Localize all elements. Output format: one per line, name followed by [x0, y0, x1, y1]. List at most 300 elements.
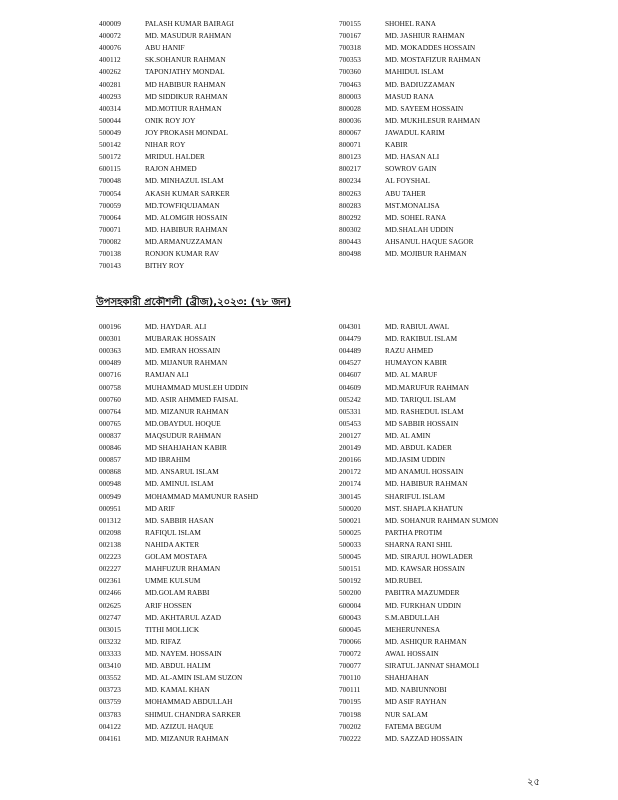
list-row	[339, 382, 498, 394]
roll-number: 700195	[339, 697, 361, 707]
list-row	[339, 515, 498, 527]
list-row	[339, 248, 481, 260]
candidate-name: SHIMUL CHANDRA SARKER	[145, 709, 241, 719]
candidate-name: MD. RAKIBUL ISLAM	[385, 334, 458, 344]
list-row	[339, 660, 498, 672]
roll-number: 400112	[99, 55, 121, 65]
roll-number: 700360	[339, 67, 361, 77]
roll-number: 800283	[339, 200, 361, 210]
roll-number: 005453	[339, 418, 361, 428]
candidate-name: MD. MUKHLESUR RAHMAN	[385, 115, 481, 125]
candidate-name: NAHIDA AKTER	[145, 539, 200, 549]
candidate-name: MD. BADIUZZAMAN	[385, 79, 455, 89]
roll-number: 800028	[339, 103, 361, 113]
list-row	[339, 369, 498, 381]
candidate-name: NUR SALAM	[385, 709, 428, 719]
candidate-name: MD. ABDUL KADER	[385, 443, 452, 453]
list-row	[99, 612, 258, 624]
candidate-name: PARTHA PROTIM	[385, 527, 443, 537]
candidate-name: MD. HASAN ALI	[385, 152, 440, 162]
list-row	[339, 587, 498, 599]
roll-number: 000363	[99, 346, 121, 356]
roll-number: 800036	[339, 115, 361, 125]
list-row	[339, 163, 481, 175]
roll-number: 400293	[99, 91, 121, 101]
list-row	[339, 430, 498, 442]
candidate-name: SHARIFUL ISLAM	[385, 491, 445, 501]
candidate-name: SK.SOHANUR RAHMAN	[145, 55, 226, 65]
roll-number: 500025	[339, 527, 361, 537]
list-row	[339, 30, 481, 42]
candidate-name: MD. MIZANUR RAHMAN	[145, 733, 229, 743]
candidate-name: MD. SABBIR HASAN	[145, 515, 214, 525]
list-row	[339, 600, 498, 612]
roll-number: 700064	[99, 212, 121, 222]
candidate-name: MRIDUL HALDER	[145, 152, 205, 162]
candidate-name: MUBARAK HOSSAIN	[145, 334, 216, 344]
candidate-name: MD. RABIUL AWAL	[385, 322, 450, 331]
list-row	[339, 612, 498, 624]
list-row	[339, 79, 481, 91]
roll-number: 700138	[99, 249, 121, 259]
candidate-name: MST. SHAPLA KHATUN	[385, 503, 463, 513]
candidate-name: MD HABIBUR RAHMAN	[145, 79, 226, 89]
candidate-name: MD SHAHJAHAN KABIR	[145, 443, 227, 453]
roll-number: 200174	[339, 479, 361, 489]
candidate-name: TITHI MOLLICK	[145, 624, 200, 634]
list-row	[339, 115, 481, 127]
list-row	[339, 236, 481, 248]
list-row	[99, 430, 258, 442]
list-row	[339, 563, 498, 575]
candidate-name: MD. KAWSAR HOSSAIN	[385, 564, 465, 574]
list-row	[99, 478, 258, 490]
candidate-name: MD SABBIR HOSSAIN	[385, 418, 459, 428]
roll-number: 800292	[339, 212, 361, 222]
candidate-name: MD. JASHIUR RAHMAN	[385, 31, 465, 41]
candidate-name: FATEMA BEGUM	[385, 721, 442, 731]
section2-right-column	[339, 321, 498, 745]
section1-left-column	[99, 18, 234, 272]
list-row	[99, 394, 258, 406]
candidate-name: RAFIQUL ISLAM	[145, 527, 201, 537]
roll-number: 200127	[339, 430, 361, 440]
section1-right-column	[339, 18, 481, 260]
roll-number: 700072	[339, 648, 361, 658]
roll-number: 500045	[339, 552, 361, 562]
list-row	[339, 551, 498, 563]
roll-number: 004527	[339, 358, 361, 368]
list-row	[99, 357, 258, 369]
candidate-name: RAMJAN ALI	[145, 370, 189, 380]
list-row	[339, 151, 481, 163]
roll-number: 700167	[339, 31, 361, 41]
roll-number: 005242	[339, 394, 361, 404]
list-row	[99, 127, 234, 139]
roll-number: 700222	[339, 733, 361, 743]
roll-number: 002227	[99, 564, 121, 574]
candidate-name: MD.MOTIUR RAHMAN	[145, 103, 222, 113]
list-row	[99, 236, 234, 248]
roll-number: 500151	[339, 564, 361, 574]
candidate-name: MD. FURKHAN UDDIN	[385, 600, 462, 610]
roll-number: 200172	[339, 467, 361, 477]
list-row	[99, 115, 234, 127]
list-row	[339, 127, 481, 139]
roll-number: 003015	[99, 624, 121, 634]
candidate-name: MD. MOJIBUR RAHMAN	[385, 249, 467, 259]
roll-number: 004609	[339, 382, 361, 392]
candidate-name: NIHAR ROY	[145, 140, 186, 150]
candidate-name: PABITRA MAZUMDER	[385, 588, 460, 598]
roll-number: 600043	[339, 612, 361, 622]
candidate-name: MD. AMINUL ISLAM	[145, 479, 214, 489]
roll-number: 300145	[339, 491, 361, 501]
candidate-name: MD ARIF	[145, 503, 175, 513]
candidate-name: BITHY ROY	[145, 261, 185, 271]
list-row	[339, 575, 498, 587]
list-row	[99, 248, 234, 260]
roll-number: 400262	[99, 67, 121, 77]
section2-left-column	[99, 321, 258, 745]
roll-number: 500044	[99, 115, 121, 125]
list-row	[99, 188, 234, 200]
candidate-name: MD. KAMAL KHAN	[145, 685, 210, 695]
roll-number: 500172	[99, 152, 121, 162]
candidate-name: MD. SAYEEM HOSSAIN	[385, 103, 464, 113]
roll-number: 700198	[339, 709, 361, 719]
roll-number: 000868	[99, 467, 121, 477]
candidate-name: MD. ASIR AHMMED FAISAL	[145, 394, 239, 404]
roll-number: 004122	[99, 721, 121, 731]
roll-number: 800302	[339, 224, 361, 234]
roll-number: 700066	[339, 636, 361, 646]
list-row	[339, 636, 498, 648]
list-row	[339, 733, 498, 745]
roll-number: 004479	[339, 334, 361, 344]
candidate-name: MD. HABIBUR RAHMAN	[145, 224, 228, 234]
list-row	[99, 103, 234, 115]
roll-number: 000301	[99, 334, 121, 344]
roll-number: 200166	[339, 455, 361, 465]
candidate-name: MD. AL MARUF	[385, 370, 438, 380]
roll-number: 800123	[339, 152, 361, 162]
candidate-name: MD.JASIM UDDIN	[385, 455, 445, 465]
roll-number: 002747	[99, 612, 121, 622]
list-row	[99, 54, 234, 66]
candidate-name: MD.TOWFIQUIJAMAN	[145, 200, 220, 210]
list-row	[339, 672, 498, 684]
candidate-name: ABU TAHER	[385, 188, 426, 198]
list-row	[99, 551, 258, 563]
candidate-name: MD. AL AMIN	[385, 430, 431, 440]
list-row	[99, 30, 234, 42]
roll-number: 000948	[99, 479, 121, 489]
roll-number: 500021	[339, 515, 361, 525]
list-row	[99, 733, 258, 745]
list-row	[99, 175, 234, 187]
candidate-name: MD SIDDIKUR RAHMAN	[145, 91, 228, 101]
candidate-name: MD. ALOMGIR HOSSAIN	[145, 212, 228, 222]
list-row	[99, 42, 234, 54]
candidate-name: SHOHEL RANA	[385, 19, 437, 28]
roll-number: 003552	[99, 673, 121, 683]
candidate-name: TAPONJATHY MONDAL	[145, 67, 225, 77]
roll-number: 700318	[339, 43, 361, 53]
roll-number: 000765	[99, 418, 121, 428]
list-row	[99, 18, 234, 30]
candidate-name: MD. AL-AMIN ISLAM SUZON	[145, 673, 243, 683]
list-row	[99, 369, 258, 381]
roll-number: 800498	[339, 249, 361, 259]
candidate-name: MD. SAZZAD HOSSAIN	[385, 733, 463, 743]
roll-number: 002098	[99, 527, 121, 537]
candidate-name: RONJON KUMAR RAV	[145, 249, 220, 259]
roll-number: 500200	[339, 588, 361, 598]
candidate-name: AKASH KUMAR SARKER	[145, 188, 230, 198]
list-row	[99, 660, 258, 672]
candidate-name: UMME KULSUM	[145, 576, 201, 586]
roll-number: 700143	[99, 261, 121, 271]
list-row	[99, 636, 258, 648]
list-row	[99, 163, 234, 175]
list-row	[339, 139, 481, 151]
list-row	[99, 139, 234, 151]
candidate-name: ONIK ROY JOY	[145, 115, 196, 125]
roll-number: 000764	[99, 406, 121, 416]
roll-number: 001312	[99, 515, 121, 525]
roll-number: 500142	[99, 140, 121, 150]
roll-number: 000196	[99, 322, 121, 331]
candidate-name: MD ASIF RAYHAN	[385, 697, 447, 707]
candidate-name: MUHAMMAD MUSLEH UDDIN	[145, 382, 248, 392]
list-row	[99, 333, 258, 345]
list-row	[339, 466, 498, 478]
list-row	[99, 600, 258, 612]
list-row	[99, 345, 258, 357]
list-row	[99, 684, 258, 696]
list-row	[339, 709, 498, 721]
roll-number: 000949	[99, 491, 121, 501]
candidate-name: MD. SOHEL RANA	[385, 212, 447, 222]
list-row	[339, 721, 498, 733]
roll-number: 800071	[339, 140, 361, 150]
roll-number: 600004	[339, 600, 361, 610]
candidate-name: S.M.ABDULLAH	[385, 612, 440, 622]
list-row	[99, 587, 258, 599]
roll-number: 002625	[99, 600, 121, 610]
candidate-name: MD ANAMUL HOSSAIN	[385, 467, 464, 477]
list-row	[99, 672, 258, 684]
list-row	[339, 696, 498, 708]
roll-number: 700082	[99, 236, 121, 246]
list-row	[99, 224, 234, 236]
candidate-name: MD. MOKADDES HOSSAIN	[385, 43, 476, 53]
candidate-name: MD. AKHTARUL AZAD	[145, 612, 221, 622]
list-row	[99, 418, 258, 430]
candidate-name: MD.ARMANUZZAMAN	[145, 236, 223, 246]
list-row	[339, 188, 481, 200]
candidate-name: MAQSUDUR RAHMAN	[145, 430, 222, 440]
list-row	[339, 648, 498, 660]
roll-number: 003232	[99, 636, 121, 646]
roll-number: 003410	[99, 661, 121, 671]
candidate-name: MASUD RANA	[385, 91, 434, 101]
roll-number: 600045	[339, 624, 361, 634]
candidate-name: SHAHJAHAN	[385, 673, 429, 683]
roll-number: 800003	[339, 91, 361, 101]
roll-number: 005331	[339, 406, 361, 416]
candidate-name: MD. ABDUL HALIM	[145, 661, 211, 671]
list-row	[339, 224, 481, 236]
list-row	[339, 454, 498, 466]
candidate-name: MD. ANSARUL ISLAM	[145, 467, 219, 477]
candidate-name: MAHIDUL ISLAM	[385, 67, 444, 77]
list-row	[99, 515, 258, 527]
candidate-name: MD.GOLAM RABBI	[145, 588, 210, 598]
roll-number: 003783	[99, 709, 121, 719]
candidate-name: RAJON AHMED	[145, 164, 197, 174]
list-row	[99, 709, 258, 721]
roll-number: 700155	[339, 19, 361, 28]
candidate-name: RAZU AHMED	[385, 346, 434, 356]
roll-number: 500049	[99, 127, 121, 137]
list-row	[339, 442, 498, 454]
list-row	[339, 66, 481, 78]
list-row	[99, 503, 258, 515]
roll-number: 400281	[99, 79, 121, 89]
candidate-name: MD.MARUFUR RAHMAN	[385, 382, 469, 392]
roll-number: 800263	[339, 188, 361, 198]
roll-number: 004301	[339, 322, 361, 331]
candidate-name: SIRATUL JANNAT SHAMOLI	[385, 661, 480, 671]
roll-number: 002138	[99, 539, 121, 549]
roll-number: 800234	[339, 176, 361, 186]
candidate-name: GOLAM MOSTAFA	[145, 552, 208, 562]
list-row	[99, 624, 258, 636]
candidate-name: SOWROV GAIN	[385, 164, 437, 174]
list-row	[339, 406, 498, 418]
candidate-name: MD. RIFAZ	[145, 636, 181, 646]
candidate-name: MD. MOSTAFIZUR RAHMAN	[385, 55, 481, 65]
candidate-name: MD. EMRAN HOSSAIN	[145, 346, 221, 356]
candidate-name: MD.OBAYDUL HOQUE	[145, 418, 221, 428]
candidate-name: MD. MIJANUR RAHMAN	[145, 358, 228, 368]
list-row	[99, 91, 234, 103]
roll-number: 200149	[339, 443, 361, 453]
candidate-name: MD IBRAHIM	[145, 455, 191, 465]
roll-number: 004489	[339, 346, 361, 356]
candidate-name: MD. TARIQUL ISLAM	[385, 394, 456, 404]
candidate-name: HUMAYON KABIR	[385, 358, 447, 368]
candidate-name: MD. AZIZUL HAQUE	[145, 721, 214, 731]
candidate-name: ABU HANIF	[145, 43, 185, 53]
roll-number: 600115	[99, 164, 121, 174]
roll-number: 700054	[99, 188, 121, 198]
list-row	[339, 418, 498, 430]
candidate-name: MD. MINHAZUL ISLAM	[145, 176, 224, 186]
roll-number: 002223	[99, 552, 121, 562]
list-row	[339, 345, 498, 357]
roll-number: 700111	[339, 685, 361, 695]
roll-number: 000716	[99, 370, 121, 380]
list-row	[99, 66, 234, 78]
list-row	[99, 491, 258, 503]
list-row	[339, 54, 481, 66]
candidate-name: MEHERUNNESA	[385, 624, 441, 634]
candidate-name: MD. NABIUNNOBI	[385, 685, 447, 695]
roll-number: 003759	[99, 697, 121, 707]
roll-number: 500192	[339, 576, 361, 586]
roll-number: 700202	[339, 721, 361, 731]
roll-number: 400314	[99, 103, 121, 113]
list-row	[339, 394, 498, 406]
candidate-name: MD. HAYDAR. ALI	[145, 322, 207, 331]
list-row	[339, 539, 498, 551]
candidate-name: MOHAMMAD ABDULLAH	[145, 697, 233, 707]
candidate-name: AHSANUL HAQUE SAGOR	[385, 236, 474, 246]
list-row	[99, 696, 258, 708]
list-row	[99, 454, 258, 466]
list-row	[99, 406, 258, 418]
list-row	[99, 539, 258, 551]
list-row	[99, 212, 234, 224]
roll-number: 003333	[99, 648, 121, 658]
candidate-name: KABIR	[385, 140, 408, 150]
roll-number: 000846	[99, 443, 121, 453]
section-heading: উপসহকারী প্রকৌশলী (ব্রীজ),২০২৩: (৭৮ জন)	[96, 297, 292, 308]
candidate-name: MD. MASUDUR RAHMAN	[145, 31, 232, 41]
list-row	[99, 151, 234, 163]
roll-number: 000951	[99, 503, 121, 513]
list-row	[339, 91, 481, 103]
roll-number: 000489	[99, 358, 121, 368]
roll-number: 700048	[99, 176, 121, 186]
candidate-name: MD. HABIBUR RAHMAN	[385, 479, 468, 489]
list-row	[339, 527, 498, 539]
roll-number: 002466	[99, 588, 121, 598]
roll-number: 000758	[99, 382, 121, 392]
candidate-name: MD. MIZANUR RAHMAN	[145, 406, 229, 416]
candidate-name: MD. NAYEM. HOSSAIN	[145, 648, 222, 658]
page-number: ২৫	[527, 777, 540, 788]
list-row	[339, 478, 498, 490]
roll-number: 400072	[99, 31, 121, 41]
list-row	[339, 491, 498, 503]
list-row	[339, 357, 498, 369]
roll-number: 700353	[339, 55, 361, 65]
roll-number: 000857	[99, 455, 121, 465]
list-row	[99, 721, 258, 733]
list-row	[99, 321, 258, 333]
roll-number: 800443	[339, 236, 361, 246]
roll-number: 004607	[339, 370, 361, 380]
roll-number: 000760	[99, 394, 121, 404]
list-row	[99, 648, 258, 660]
candidate-name: PALASH KUMAR BAIRAGI	[145, 19, 234, 28]
list-row	[99, 200, 234, 212]
candidate-name: JOY PROKASH MONDAL	[145, 127, 228, 137]
candidate-name: MD.RUBEL	[385, 576, 423, 586]
candidate-name: JAWADUL KARIM	[385, 127, 445, 137]
candidate-name: AL FOYSHAL	[385, 176, 430, 186]
candidate-name: MAHFUZUR RHAMAN	[145, 564, 221, 574]
roll-number: 700071	[99, 224, 121, 234]
roll-number: 700059	[99, 200, 121, 210]
list-row	[99, 466, 258, 478]
candidate-name: MD. SIRAJUL HOWLADER	[385, 552, 473, 562]
candidate-name: MD.SHALAH UDDIN	[385, 224, 454, 234]
